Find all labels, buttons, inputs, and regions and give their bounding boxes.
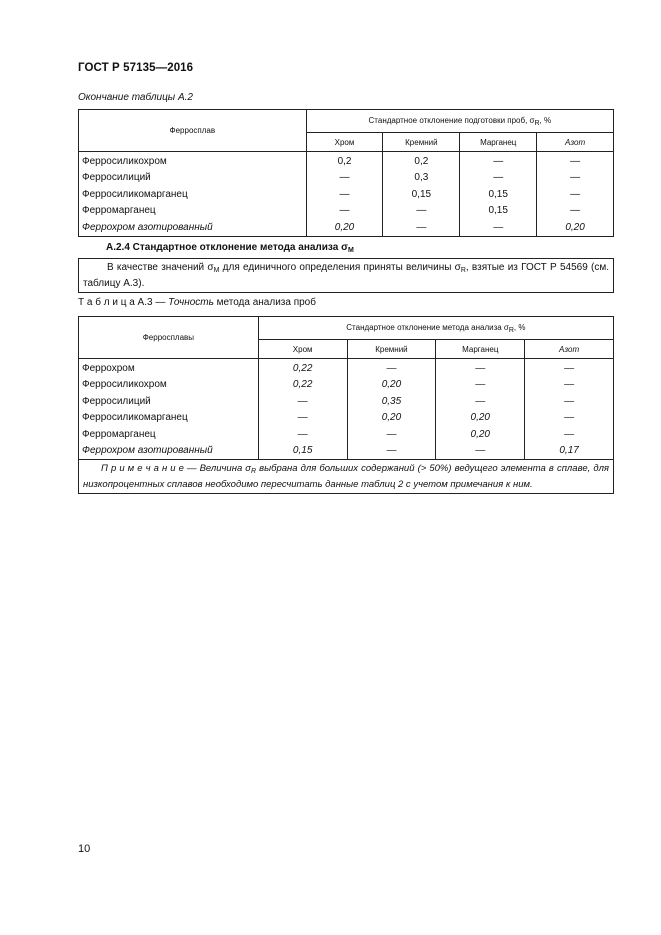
cell: — (436, 359, 525, 377)
cell: 0,20 (436, 426, 525, 443)
cell: — (537, 170, 614, 187)
cell: — (306, 203, 383, 220)
row-name: Ферросиликомарганец (79, 186, 307, 203)
row-name: Феррохром (79, 359, 259, 377)
row-name: Ферромарганец (79, 203, 307, 220)
cell: — (525, 426, 614, 443)
cell: — (436, 443, 525, 460)
row-name: Ферросилиций (79, 393, 259, 410)
row-name: Ферромарганец (79, 426, 259, 443)
cell: — (525, 410, 614, 427)
cell: — (525, 377, 614, 394)
table-a3-col-header: Марганец (436, 340, 525, 359)
table-a3-col-header: Хром (258, 340, 347, 359)
cell: — (460, 170, 537, 187)
cell: 0,15 (460, 203, 537, 220)
table-row (79, 377, 614, 394)
table-a2-col-header: Хром (306, 133, 383, 152)
section-paragraph: В качестве значений $\sigma_М$ для единичного определения приняты величины $\sigma_R$, взятые из ГОСТ Р 54569 (см. таблицу А.3). (83, 262, 609, 289)
table-a3-col-header: Кремний (347, 340, 436, 359)
cell: — (537, 152, 614, 170)
cell: 0,20 (537, 219, 614, 236)
cell: 0,20 (306, 219, 383, 236)
cell: — (347, 426, 436, 443)
cell: 0,20 (347, 410, 436, 427)
cell: 0,20 (347, 377, 436, 394)
table-a3-col-header: Азот (525, 340, 614, 359)
table-row (79, 359, 614, 377)
table-row (79, 219, 614, 236)
cell: — (460, 152, 537, 170)
cell: — (436, 377, 525, 394)
row-name: Феррохром азотированный (79, 443, 259, 460)
row-name: Ферросиликомарганец (79, 410, 259, 427)
row-name: Ферросиликохром (79, 377, 259, 394)
table-note-row (79, 460, 614, 494)
cell: — (383, 219, 460, 236)
table-row (79, 203, 614, 220)
table-a2-col-header: Марганец (460, 133, 537, 152)
table-a2 (78, 109, 614, 237)
cell: 0,2 (383, 152, 460, 170)
row-name: Ферросиликохром (79, 152, 307, 170)
cell: 0,15 (460, 186, 537, 203)
cell: — (306, 186, 383, 203)
table-note: П р и м е ч а н и е — Величина $\sigma_R$ выбрана для больших содержаний (> 50%) ведущего элемента в сплаве, для низкопроцентных сплавов необходимо пересчитать данные таблиц 2 с учетом примечания к ним. (79, 460, 614, 494)
cell: — (436, 393, 525, 410)
table-row (79, 152, 614, 170)
cell: — (347, 359, 436, 377)
cell: 0,15 (258, 443, 347, 460)
table-a2-col-header: Азот (537, 133, 614, 152)
cell: 0,22 (258, 377, 347, 394)
cell: — (460, 219, 537, 236)
table-a3-caption: Т а б л и ц а А.3 — Точность метода анализа проб (78, 297, 316, 308)
cell: 0,3 (383, 170, 460, 187)
table-row (79, 426, 614, 443)
cell: — (258, 426, 347, 443)
table-a3-group-header: Стандартное отклонение метода анализа $\sigma_R$, % (258, 317, 613, 340)
table-a2-col0-header: Ферросплав (79, 110, 307, 152)
cell: — (306, 170, 383, 187)
cell: 0,22 (258, 359, 347, 377)
section-paragraph-box (78, 258, 614, 293)
cell: — (537, 186, 614, 203)
section-heading: А.2.4 Стандартное отклонение метода анализа $\sigma_М$ (106, 242, 354, 254)
cell: 0,2 (306, 152, 383, 170)
cell: 0,20 (436, 410, 525, 427)
cell: — (258, 410, 347, 427)
cell: 0,15 (383, 186, 460, 203)
cell: — (525, 393, 614, 410)
table-a2-col-header: Кремний (383, 133, 460, 152)
table-a3 (78, 316, 614, 494)
row-name: Феррохром азотированный (79, 219, 307, 236)
cell: — (347, 443, 436, 460)
document-header: ГОСТ Р 57135—2016 (78, 62, 194, 74)
table-row (79, 186, 614, 203)
table-a3-col0-header: Ферросплавы (79, 317, 259, 359)
table-row (79, 393, 614, 410)
cell: — (258, 393, 347, 410)
cell: — (537, 203, 614, 220)
cell: 0,17 (525, 443, 614, 460)
table-a2-caption: Окончание таблицы А.2 (78, 92, 193, 103)
table-row (79, 410, 614, 427)
page-number: 10 (78, 843, 91, 855)
cell: 0,35 (347, 393, 436, 410)
table-row (79, 443, 614, 460)
table-a2-group-header: Стандартное отклонение подготовки проб, $\sigma_R$, % (306, 110, 613, 133)
cell: — (525, 359, 614, 377)
cell: — (383, 203, 460, 220)
table-row (79, 170, 614, 187)
row-name: Ферросилиций (79, 170, 307, 187)
